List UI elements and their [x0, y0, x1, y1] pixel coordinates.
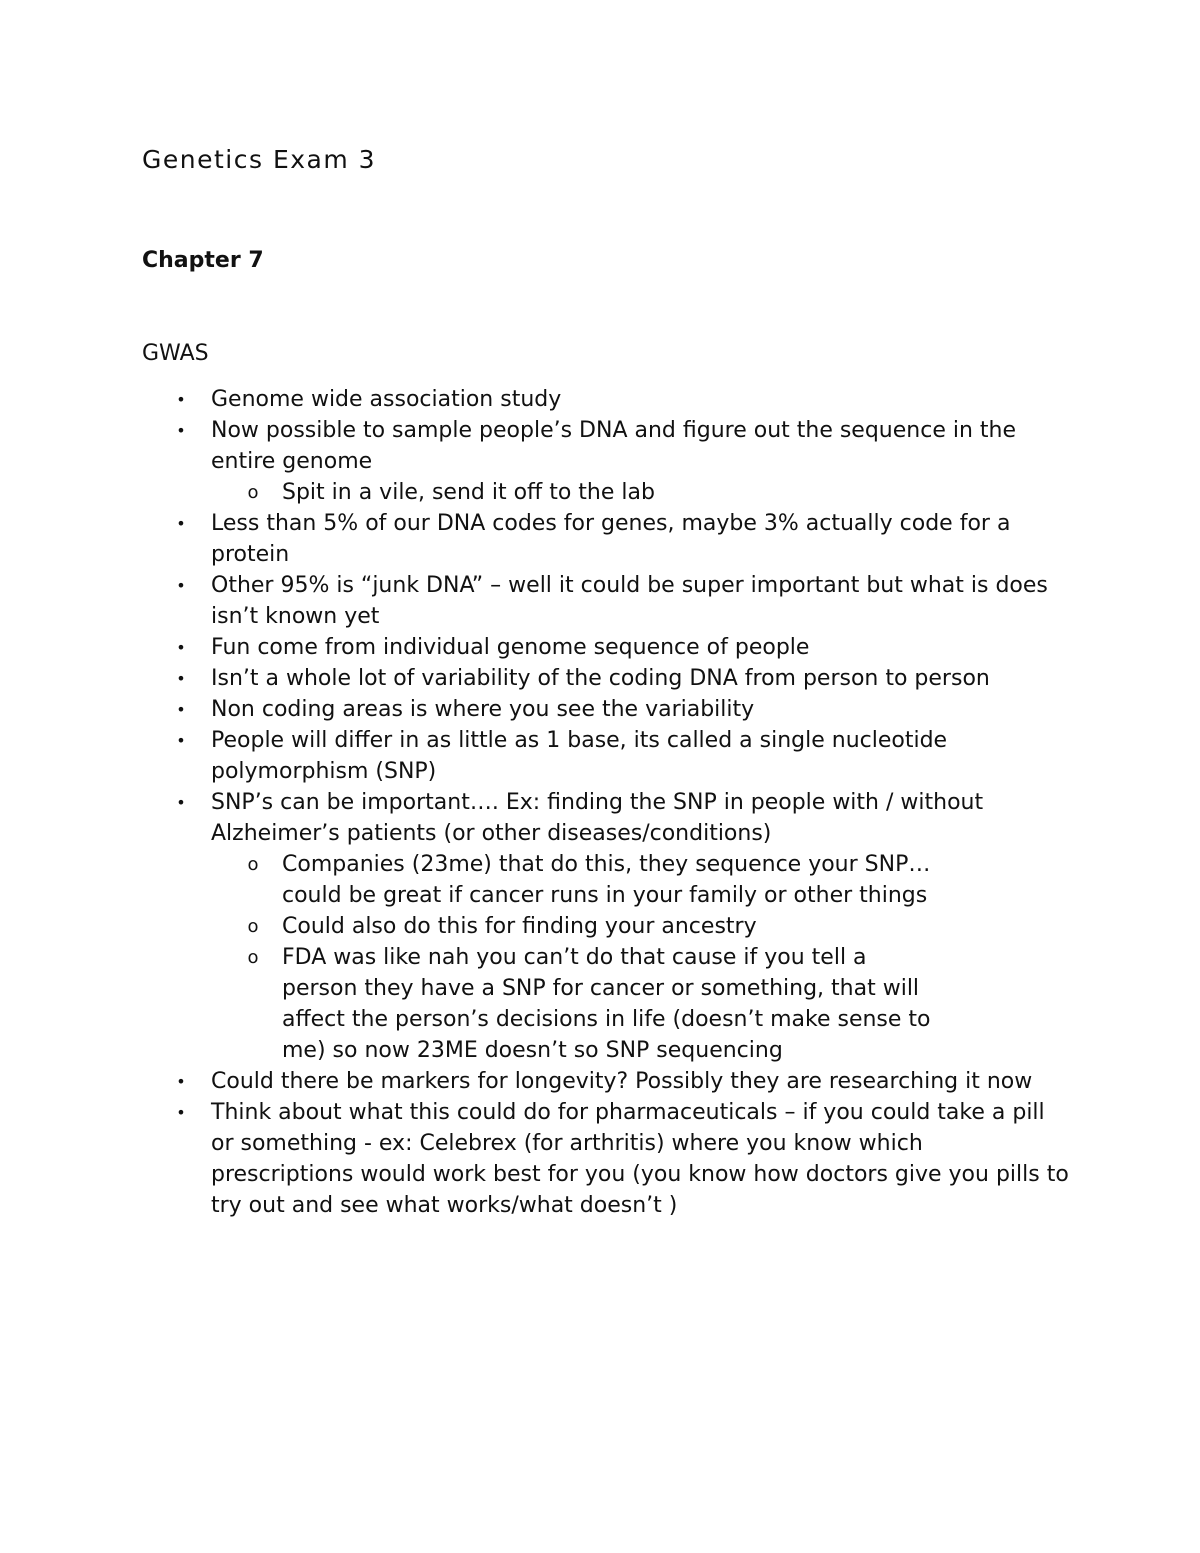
bullet-icon: •: [176, 731, 186, 750]
sub-list-item: [0, 911, 1070, 942]
chapter-heading: Chapter 7: [142, 248, 264, 273]
document-title: Genetics Exam 3: [142, 145, 377, 174]
list-item: [0, 663, 1200, 694]
bullet-icon: •: [176, 421, 186, 440]
sub-bullet-icon: o: [247, 482, 259, 503]
bullet-icon: •: [176, 793, 186, 812]
sub-bullet-icon: o: [247, 916, 259, 937]
list-item-text: Think about what this could do for pharmaceuticals – if you could take a pill or something - ex: Celebrex (for arthritis) where you know which prescriptions would work best for you (you know how doctors give you pills to try out and see what works/what doesn’t ): [211, 1100, 1069, 1218]
bullet-icon: •: [176, 576, 186, 595]
list-item-text: Could there be markers for longevity? Possibly they are researching it now: [211, 1069, 1033, 1094]
sub-bullet-icon: o: [247, 947, 259, 968]
notes-list: [0, 384, 1200, 1221]
sub-list-item: [0, 849, 1070, 911]
list-item: [0, 415, 1200, 508]
sub-list-item-text: FDA was like nah you can’t do that cause if you tell a person they have a SNP for cancer or something, that will affect the person’s decisions in life (doesn’t make sense to me) so now 23ME doesn’t so SNP sequencing: [282, 945, 931, 1063]
bullet-icon: •: [176, 669, 186, 688]
list-item: [0, 570, 1200, 632]
sub-list-item-text: Could also do this for finding your ancestry: [282, 914, 757, 939]
list-item-text: Isn’t a whole lot of variability of the coding DNA from person to person: [211, 666, 990, 691]
list-item: [0, 694, 1200, 725]
sub-list-item: [0, 942, 1070, 1066]
list-item: [0, 725, 1200, 787]
bullet-icon: •: [176, 1072, 186, 1091]
list-item: [0, 508, 1200, 570]
list-item: [0, 1097, 1200, 1221]
bullet-icon: •: [176, 1103, 186, 1122]
list-item: [0, 384, 1200, 415]
sub-list: [211, 849, 1070, 1066]
sub-list-item-text: Spit in a vile, send it off to the lab: [282, 480, 655, 505]
bullet-icon: •: [176, 514, 186, 533]
bullet-icon: •: [176, 700, 186, 719]
list-item-text: Less than 5% of our DNA codes for genes, maybe 3% actually code for a protein: [211, 511, 1011, 567]
list-item-text: People will differ in as little as 1 base, its called a single nucleotide polymorphism (SNP): [211, 728, 948, 784]
list-item-text: Other 95% is “junk DNA” – well it could be super important but what is does isn’t known yet: [211, 573, 1048, 629]
bullet-icon: •: [176, 390, 186, 409]
section-label: GWAS: [142, 341, 209, 366]
list-item-text: Now possible to sample people’s DNA and figure out the sequence in the entire genome: [211, 418, 1017, 474]
list-item-text: Non coding areas is where you see the variability: [211, 697, 755, 722]
list-item-text: Fun come from individual genome sequence of people: [211, 635, 810, 660]
list-item-text: SNP’s can be important…. Ex: finding the SNP in people with / without Alzheimer’s patients (or other diseases/conditions): [211, 790, 984, 846]
list-item-text: Genome wide association study: [211, 387, 562, 412]
list-item: [0, 1066, 1200, 1097]
list-item: [0, 787, 1200, 1066]
list-item: [0, 632, 1200, 663]
sub-bullet-icon: o: [247, 854, 259, 875]
sub-list-item-text: Companies (23me) that do this, they sequence your SNP… could be great if cancer runs in your family or other things: [282, 852, 931, 908]
sub-list-item: [0, 477, 1070, 508]
bullet-icon: •: [176, 638, 186, 657]
sub-list: [211, 477, 1070, 508]
